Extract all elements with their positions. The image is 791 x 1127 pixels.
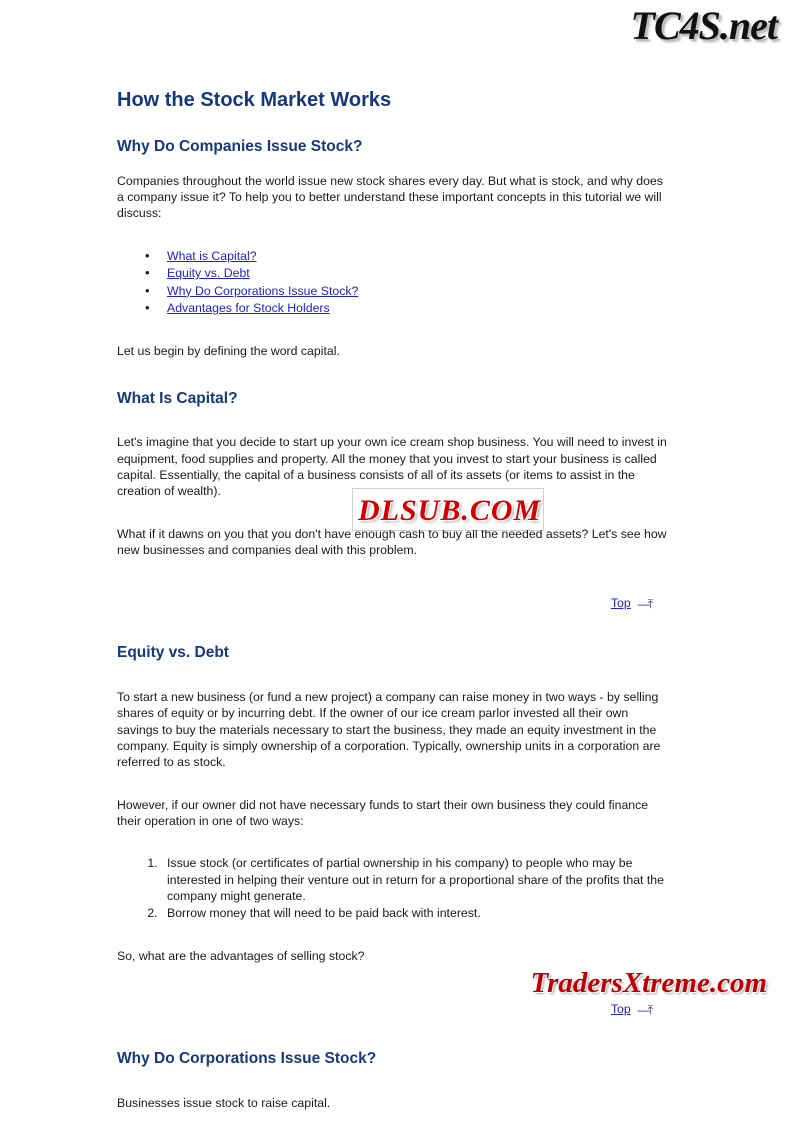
up-arrow-icon: —⤒ bbox=[637, 597, 651, 612]
list-item bbox=[145, 283, 673, 300]
top-link-2[interactable]: Top bbox=[610, 1002, 631, 1017]
tutorial-topic-list bbox=[117, 248, 673, 318]
section-heading-equity-vs-debt: Equity vs. Debt bbox=[117, 644, 229, 662]
financing-options-list bbox=[117, 855, 673, 921]
watermark-top-right: TC4S.net bbox=[630, 3, 777, 48]
link-what-is-capital[interactable]: What is Capital? bbox=[167, 248, 257, 263]
section-heading-why-companies: Why Do Companies Issue Stock? bbox=[117, 138, 363, 155]
up-arrow-icon: —⤒ bbox=[637, 1003, 651, 1018]
paragraph-begin-defining: Let us begin by defining the word capital. bbox=[117, 344, 340, 359]
paragraph-equity-1: To start a new business (or fund a new project) a company can raise money in two ways - by selling shares of equity or by incurring debt. If the owner of our ice cream parlor invested all their own savings to buy the materials necessary to start the business, they made an equity investment in the company. Equity is simply ownership of a corporation. Typically, ownership units in a corporation are referred to as stock. bbox=[117, 690, 661, 770]
page-title: How the Stock Market Works bbox=[117, 89, 392, 111]
watermark-bottom-right: TradersXtreme.com bbox=[530, 967, 767, 999]
watermark-center: DLSUB.COM bbox=[358, 494, 542, 527]
paragraph-raise-capital: Businesses issue stock to raise capital. bbox=[117, 1095, 331, 1110]
list-item: 2. Borrow money that will need to be paid back with interest. bbox=[161, 905, 673, 921]
paragraph-intro: Companies throughout the world issue new stock shares every day. But what is stock, and why does a company issue it? To help you to better understand these important concepts in this tutorial we will discuss: bbox=[117, 173, 663, 221]
list-item: 1. Issue stock (or certificates of partial ownership in his company) to people who may be interested in helping their venture out in return for a proportional share of the profits that the company might generate. bbox=[161, 855, 673, 904]
paragraph-capital-2: What if it dawns on you that you don't have enough cash to buy all the needed assets? Let's see how new businesses and companies deal with this problem. bbox=[117, 526, 667, 558]
link-advantages-for-stock-holders[interactable]: Advantages for Stock Holders bbox=[167, 300, 330, 315]
section-heading-what-is-capital: What Is Capital? bbox=[117, 389, 238, 407]
top-link-1[interactable]: Top bbox=[610, 596, 631, 611]
paragraph-equity-2: However, if our owner did not have necessary funds to start their own business they could finance their operation in one of two ways: bbox=[117, 797, 649, 829]
paragraph-capital-1: Let's imagine that you decide to start up your own ice cream shop business. You will need to invest in equipment, food supplies and property. All the money that you invest to start your business is called capital. Essentially, the capital of a business consists of all of its assets (or items to assist in the creation of wealth). bbox=[117, 435, 667, 499]
list-item bbox=[145, 248, 673, 265]
paragraph-advantages-question: So, what are the advantages of selling stock? bbox=[117, 948, 365, 963]
link-why-corporations-issue-stock[interactable]: Why Do Corporations Issue Stock? bbox=[167, 283, 359, 298]
list-item bbox=[145, 265, 673, 282]
list-item bbox=[145, 300, 673, 317]
top-link-container-1 bbox=[117, 594, 673, 610]
top-link-container-2 bbox=[117, 1000, 673, 1016]
link-equity-vs-debt[interactable]: Equity vs. Debt bbox=[167, 266, 250, 281]
section-heading-why-corporations: Why Do Corporations Issue Stock? bbox=[117, 1050, 377, 1068]
